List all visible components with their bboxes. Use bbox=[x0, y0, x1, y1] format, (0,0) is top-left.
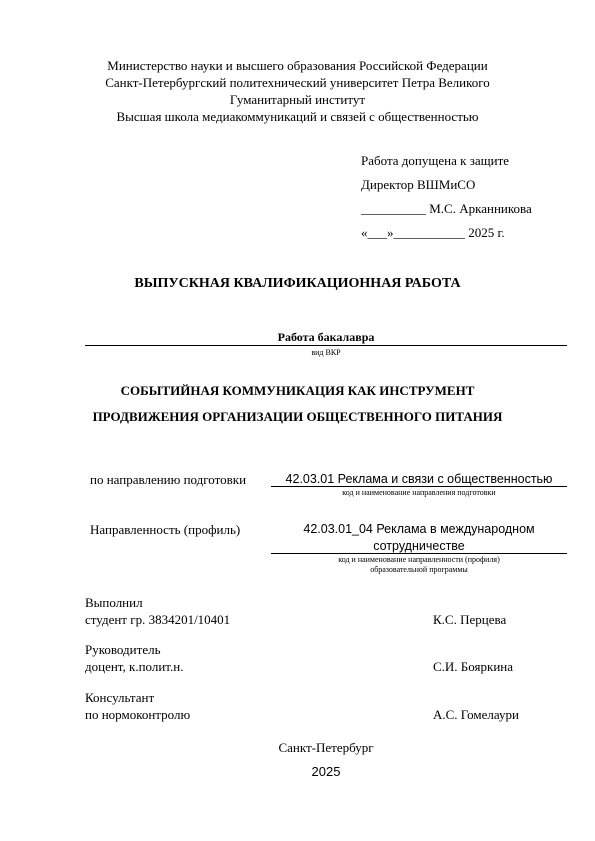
profile-value-line: сотрудничестве bbox=[373, 539, 465, 553]
document-type: ВЫПУСКНАЯ КВАЛИФИКАЦИОННАЯ РАБОТА bbox=[134, 276, 461, 291]
approval-title: Работа допущена к защите bbox=[361, 153, 510, 168]
direction-label: по направлению подготовки bbox=[90, 472, 247, 487]
consultant-role: Консультант bbox=[85, 690, 155, 705]
approval-director: Директор ВШМиСО bbox=[361, 177, 476, 192]
ministry-header bbox=[0, 57, 595, 125]
supervisor-role: Руководитель bbox=[85, 642, 161, 657]
direction-underline bbox=[271, 486, 567, 487]
work-kind-caption: вид ВКР bbox=[311, 348, 341, 357]
profile-value bbox=[271, 521, 567, 555]
approval-block bbox=[361, 152, 581, 248]
work-kind: Работа бакалавра bbox=[277, 330, 375, 344]
consultant-block bbox=[85, 689, 190, 723]
direction-value: 42.03.01 Реклама и связи с общественностью bbox=[285, 472, 553, 486]
supervisor-detail: доцент, к.полит.н. bbox=[85, 659, 184, 674]
supervisor-block bbox=[85, 641, 183, 675]
author-detail: студент гр. 3834201/10401 bbox=[85, 612, 231, 627]
school-line: Высшая школа медиакоммуникаций и связей с общественностью bbox=[116, 109, 479, 124]
topic-line: СОБЫТИЙНАЯ КОММУНИКАЦИЯ КАК ИНСТРУМЕНТ bbox=[120, 383, 475, 398]
approval-signature: __________ М.С. Арканникова bbox=[361, 201, 532, 216]
profile-caption-line: образовательной программы bbox=[370, 565, 468, 574]
work-kind-underline bbox=[85, 345, 567, 346]
approval-date: «___»___________ 2025 г. bbox=[361, 225, 505, 240]
thesis-topic bbox=[0, 378, 595, 430]
topic-line: ПРОДВИЖЕНИЯ ОРГАНИЗАЦИИ ОБЩЕСТВЕННОГО ПИТАНИЯ bbox=[92, 409, 503, 424]
author-name: К.С. Перцева bbox=[433, 612, 507, 627]
consultant-name: А.С. Гомелаури bbox=[433, 707, 519, 722]
author-role: Выполнил bbox=[85, 595, 143, 610]
profile-underline bbox=[271, 553, 567, 554]
year: 2025 bbox=[311, 764, 341, 779]
institute-line: Гуманитарный институт bbox=[229, 92, 366, 107]
ministry-line: Министерство науки и высшего образования Российской Федерации bbox=[107, 58, 488, 73]
direction-caption: код и наименование направления подготовки bbox=[342, 488, 496, 497]
city: Санкт-Петербург bbox=[278, 740, 374, 755]
supervisor-name: С.И. Бояркина bbox=[433, 659, 514, 674]
university-line: Санкт-Петербургский политехнический университет Петра Великого bbox=[105, 75, 490, 90]
profile-caption-line: код и наименование направленности (профиля) bbox=[338, 555, 500, 564]
profile-value-line: 42.03.01_04 Реклама в международном bbox=[303, 522, 535, 536]
profile-label: Направленность (профиль) bbox=[90, 522, 241, 537]
author-block bbox=[85, 594, 230, 628]
consultant-detail: по нормоконтролю bbox=[85, 707, 191, 722]
profile-caption bbox=[271, 555, 567, 575]
